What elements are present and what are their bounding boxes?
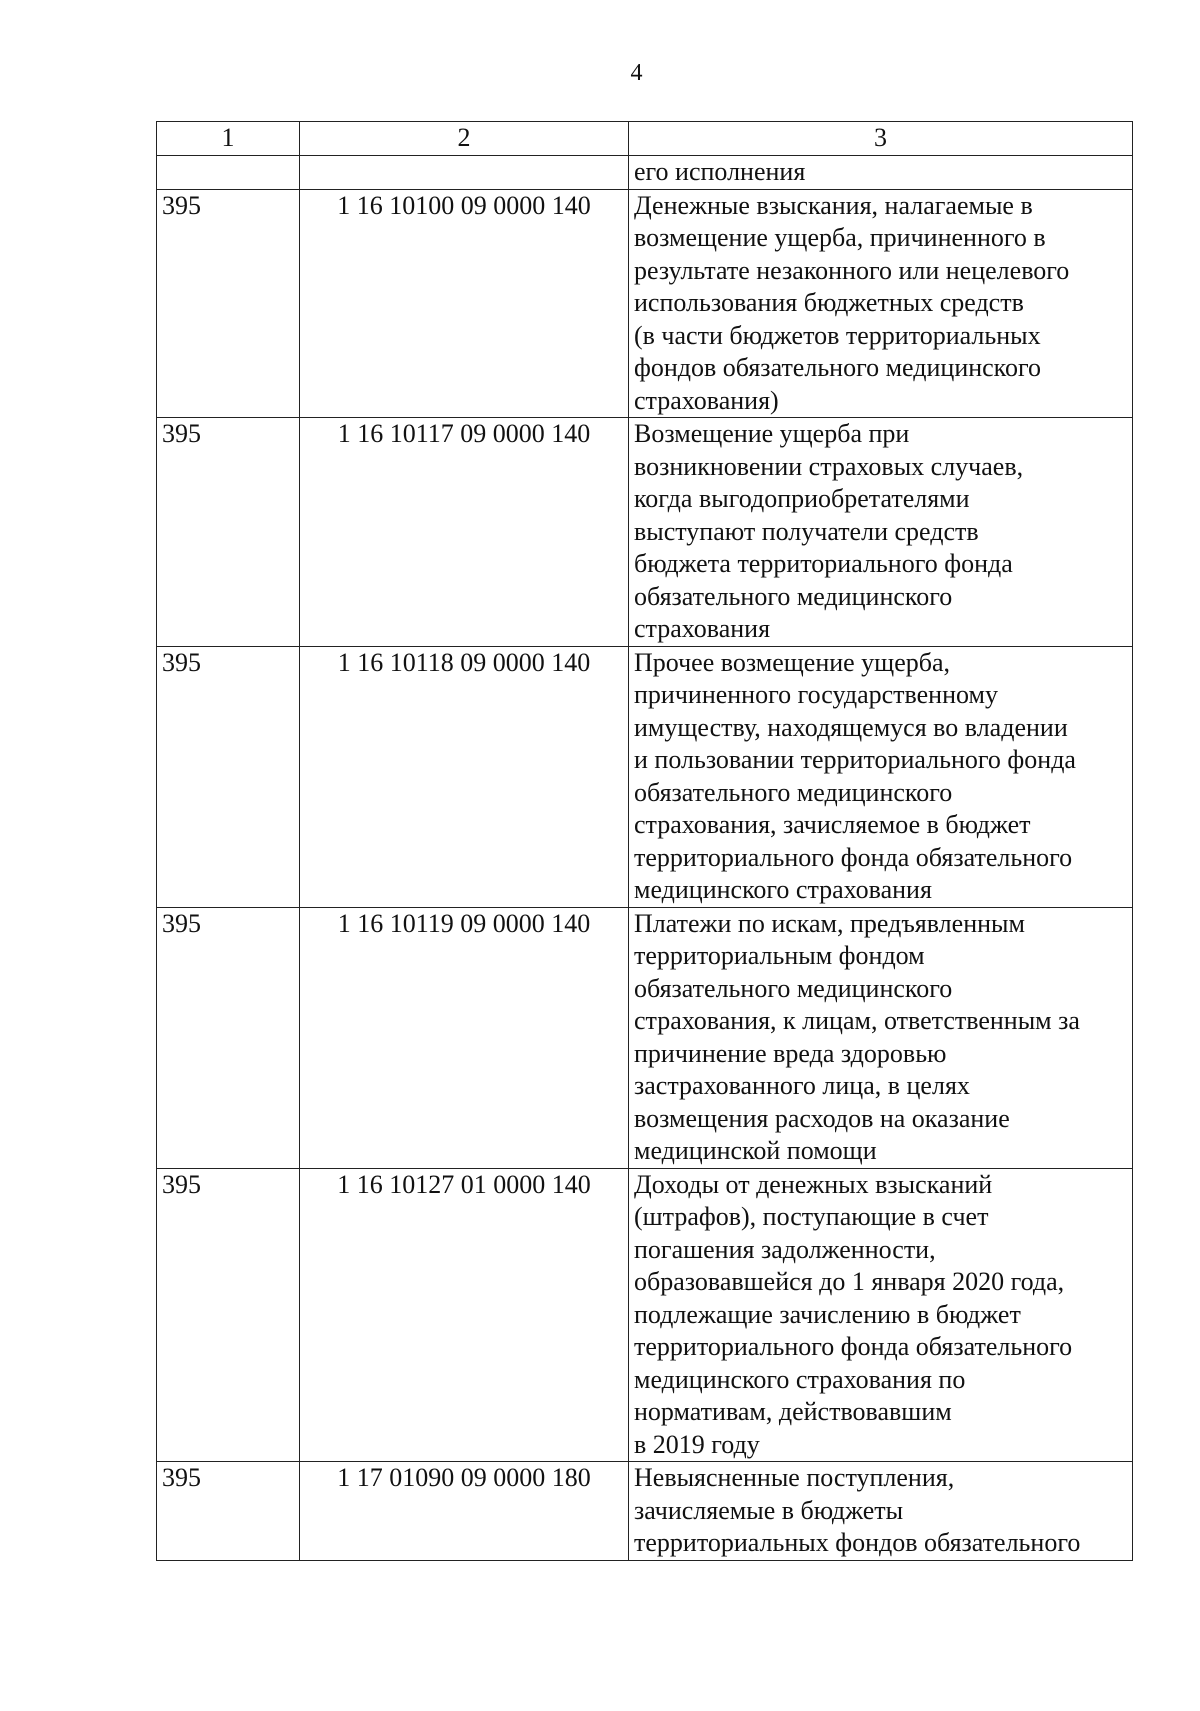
admin-code-cell: 395: [157, 189, 300, 418]
revenue-codes-table: [156, 121, 1133, 1561]
description-cell: Невыясненные поступления, зачисляемые в бюджеты территориальных фондов обязательного: [629, 1462, 1133, 1561]
admin-code-cell: 395: [157, 646, 300, 907]
budget-code-cell: 1 16 10100 09 0000 140: [300, 189, 629, 418]
table-row: [157, 907, 1133, 1168]
description-cell: Платежи по искам, предъявленным территориальным фондом обязательного медицинского страхования, к лицам, ответственным за причинение вреда здоровью застрахованного лица, в целях возмещения расходов на оказание медицинской помощи: [629, 907, 1133, 1168]
admin-code-cell: 395: [157, 1168, 300, 1462]
admin-code-cell: 395: [157, 1462, 300, 1561]
header-cell-3: 3: [629, 122, 1133, 156]
table-header-row: [157, 122, 1133, 156]
header-cell-1: 1: [157, 122, 300, 156]
table-row: [157, 189, 1133, 418]
table-row: [157, 646, 1133, 907]
table-row: [157, 418, 1133, 647]
budget-code-cell: 1 16 10118 09 0000 140: [300, 646, 629, 907]
budget-code-cell: 1 16 10127 01 0000 140: [300, 1168, 629, 1462]
admin-code-cell: [157, 156, 300, 190]
table-row: [157, 1168, 1133, 1462]
table-row: [157, 1462, 1133, 1561]
admin-code-cell: 395: [157, 418, 300, 647]
admin-code-cell: 395: [157, 907, 300, 1168]
description-cell: Возмещение ущерба при возникновении страховых случаев, когда выгодоприобретателями выступают получатели средств бюджета территориального фонда обязательного медицинского страхования: [629, 418, 1133, 647]
description-cell: Денежные взыскания, налагаемые в возмещение ущерба, причиненного в результате незаконного или нецелевого использования бюджетных средств (в части бюджетов территориальных фондов обязательного медицинского страхования): [629, 189, 1133, 418]
budget-code-cell: 1 17 01090 09 0000 180: [300, 1462, 629, 1561]
description-cell: Прочее возмещение ущерба, причиненного государственному имуществу, находящемуся во владении и пользовании территориального фонда обязательного медицинского страхования, зачисляемое в бюджет территориального фонда обязательного медицинского страхования: [629, 646, 1133, 907]
budget-code-cell: 1 16 10117 09 0000 140: [300, 418, 629, 647]
description-cell: его исполнения: [629, 156, 1133, 190]
header-cell-2: 2: [300, 122, 629, 156]
budget-code-cell: 1 16 10119 09 0000 140: [300, 907, 629, 1168]
budget-code-cell: [300, 156, 629, 190]
page-number: 4: [630, 60, 643, 86]
table-row: [157, 156, 1133, 190]
description-cell: Доходы от денежных взысканий (штрафов), поступающие в счет погашения задолженности, образовавшейся до 1 января 2020 года, подлежащие зачислению в бюджет территориального фонда обязательного медицинского страхования по нормативам, действовавшим в 2019 году: [629, 1168, 1133, 1462]
